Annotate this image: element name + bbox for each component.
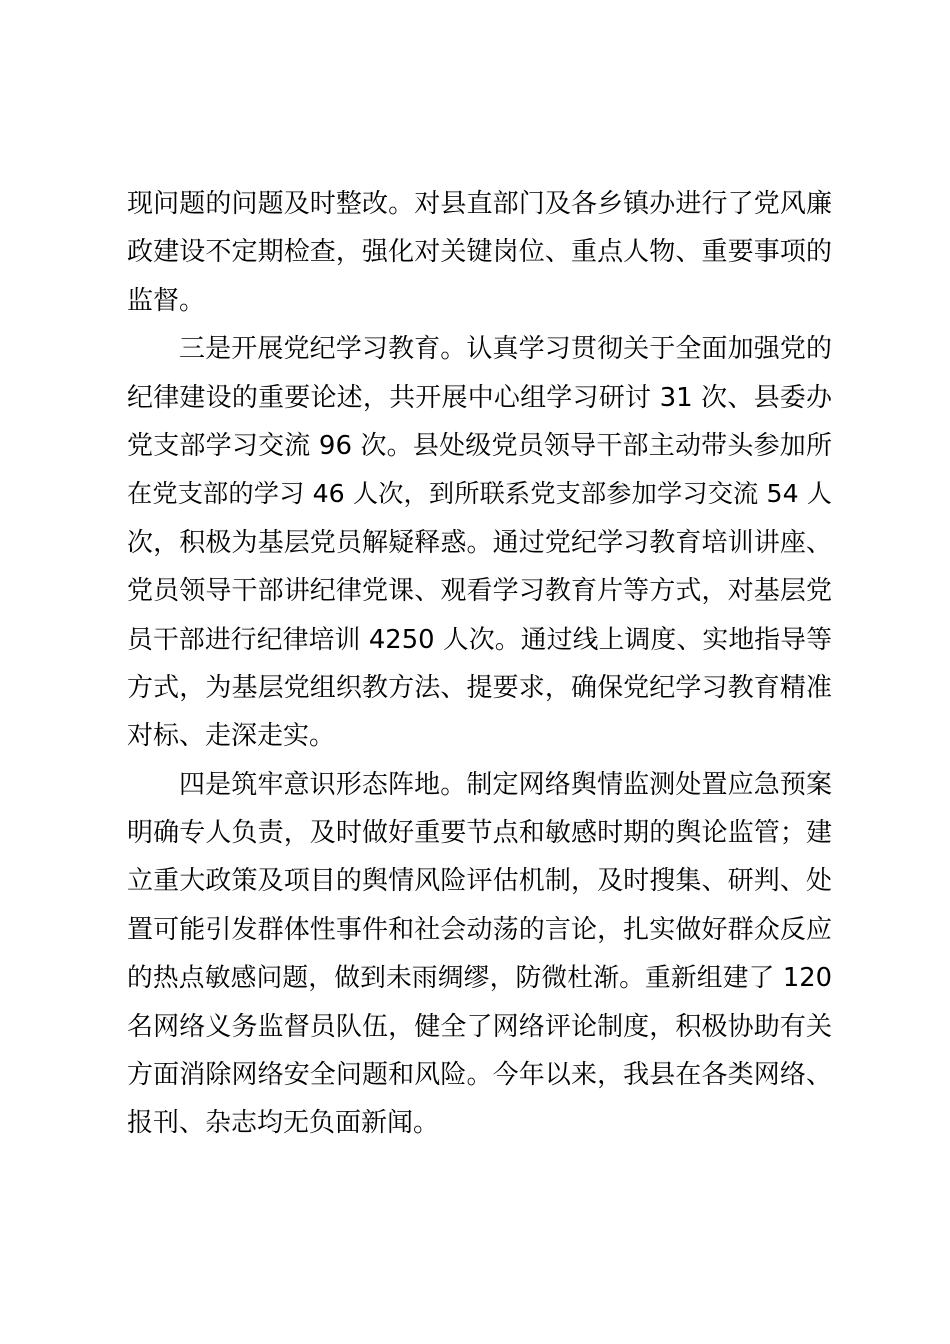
text-line: 监督。 (127, 285, 206, 316)
text-line: 现问题的问题及时整改。对县直部门及各乡镇办进行了党风廉 (127, 189, 832, 219)
text-line: 政建设不定期检查，强化对关键岗位、重点人物、重要事项的 (127, 237, 832, 268)
paragraph-discipline-education (127, 325, 832, 761)
text-line: 方面消除网络安全问题和风险。今年以来，我县在各类网络、 (127, 1060, 832, 1091)
document-body (127, 180, 832, 1148)
text-line: 党支部学习交流 96 次。县处级党员领导干部主动带头参加所 (127, 430, 832, 461)
paragraph-ideology-front (127, 761, 832, 1148)
text-line: 在党支部的学习 46 人次，到所联系党支部参加学习交流 54 人 (127, 479, 832, 509)
text-line: 三是开展党纪学习教育。认真学习贯彻关于全面加强党的 (179, 334, 832, 365)
text-line: 明确专人负责，及时做好重要节点和敏感时期的舆论监管；建 (127, 818, 832, 849)
text-line: 纪律建设的重要论述，共开展中心组学习研讨 31 次、县委办 (127, 382, 832, 413)
text-line: 党员领导干部讲纪律党课、观看学习教育片等方式，对基层党 (127, 576, 832, 607)
text-line: 员干部进行纪律培训 4250 人次。通过线上调度、实地指导等 (127, 624, 832, 655)
text-line: 的热点敏感问题，做到未雨绸缪，防微杜渐。重新组建了 120 (127, 963, 832, 994)
text-line: 置可能引发群体性事件和社会动荡的言论，扎实做好群众反应 (127, 914, 832, 945)
text-line: 次，积极为基层党员解疑释惑。通过党纪学习教育培训讲座、 (127, 527, 832, 558)
text-line: 四是筑牢意识形态阵地。制定网络舆情监测处置应急预案 (179, 769, 832, 800)
text-line: 方式，为基层党组织教方法、提要求，确保党纪学习教育精准 (127, 672, 832, 703)
paragraph-supervision-continued (127, 180, 832, 325)
text-line: 对标、走深走实。 (127, 721, 336, 752)
text-line: 立重大政策及项目的舆情风险评估机制，及时搜集、研判、处 (127, 866, 832, 897)
text-line: 名网络义务监督员队伍，健全了网络评论制度，积极协助有关 (127, 1011, 832, 1042)
text-line: 报刊、杂志均无负面新闻。 (127, 1108, 440, 1139)
